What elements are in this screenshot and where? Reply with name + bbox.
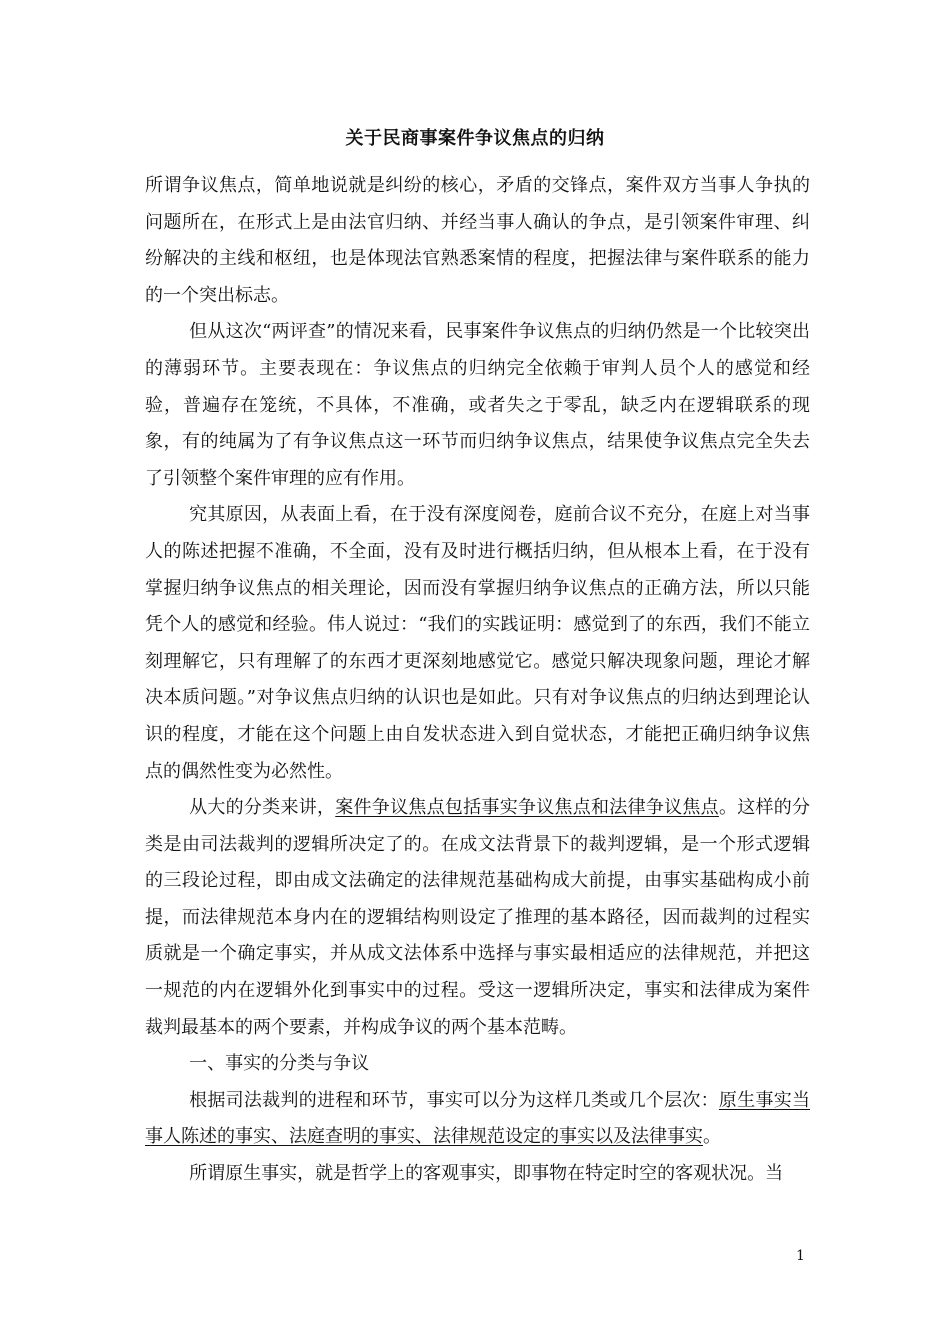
underlined-text: 案件争议焦点包括事实争议焦点和法律争议焦点: [335, 797, 719, 819]
paragraph-text: 。这样的分类是由司法裁判的逻辑所决定了的。在成文法背景下的裁判逻辑，是一个形式逻辑的三段论过程，即由成文法确定的法律规范基础构成大前提，由事实基础构成小前提，而法律规范本身内在的逻辑结构则设定了推理的基本路径，因而裁判的过程实质就是一个确定事实，并从成文法体系中选择与事实最相适应的法律规范，并把这一规范的内在逻辑外化到事实中的过程。受这一逻辑所决定，事实和法律成为案件裁判最基本的两个要素，并构成争议的两个基本范畴。: [145, 797, 811, 1038]
paragraph-text: 。: [703, 1126, 721, 1148]
paragraph-fact-types: [145, 1083, 810, 1156]
underlined-text: 原生事实当事人陈述的事实、法庭查明的事实、法律规范设定的事实以及法律事实: [145, 1089, 811, 1148]
paragraph-original-fact: 所谓原生事实，就是哲学上的客观事实，即事物在特定时空的客观状况。当: [189, 1163, 784, 1185]
document-body: [145, 168, 810, 1193]
paragraph-text: 从大的分类来讲，: [189, 797, 336, 819]
paragraph-definition: 所谓争议焦点，简单地说就是纠纷的核心，矛盾的交锋点，案件双方当事人争执的问题所在，在形式上是由法官归纳、并经当事人确认的争点，是引领案件审理、纠纷解决的主线和枢纽，也是体现法官熟悉案情的程度，把握法律与案件联系的能力的一个突出标志。: [145, 175, 810, 306]
paragraph-text: 根据司法裁判的进程和环节，事实可以分为这样几类或几个层次：: [189, 1089, 719, 1111]
page-number: 1: [796, 1248, 805, 1264]
paragraph-causes: 究其原因，从表面上看，在于没有深度阅卷，庭前合议不充分，在庭上对当事人的陈述把握不准确，不全面，没有及时进行概括归纳，但从根本上看，在于没有掌握归纳争议焦点的相关理论，因而没有掌握归纳争议焦点的正确方法，所以只能凭个人的感觉和经验。伟人说过：“我们的实践证明：感觉到了的东西，我们不能立刻理解它，只有理解了的东西才更深刻地感觉它。感觉只解决现象问题，理论才解决本质问题。”对争议焦点归纳的认识也是如此。只有对争议焦点的归纳达到理论认识的程度，才能在这个问题上由自发状态进入到自觉状态，才能把正确归纳争议焦点的偶然性变为必然性。: [145, 504, 810, 782]
document-title: 关于民商事案件争议焦点的归纳: [345, 128, 605, 149]
section-heading: 一、事实的分类与争议: [189, 1053, 370, 1075]
paragraph-classification: [145, 790, 810, 1046]
paragraph-weak-link: 但从这次“两评查”的情况来看，民事案件争议焦点的归纳仍然是一个比较突出的薄弱环节。主要表现在：争议焦点的归纳完全依赖于审判人员个人的感觉和经验，普遍存在笼统，不具体，不准确，或者失之于零乱，缺乏内在逻辑联系的现象，有的纯属为了有争议焦点这一环节而归纳争议焦点，结果使争议焦点完全失去了引领整个案件审理的应有作用。: [145, 321, 810, 489]
